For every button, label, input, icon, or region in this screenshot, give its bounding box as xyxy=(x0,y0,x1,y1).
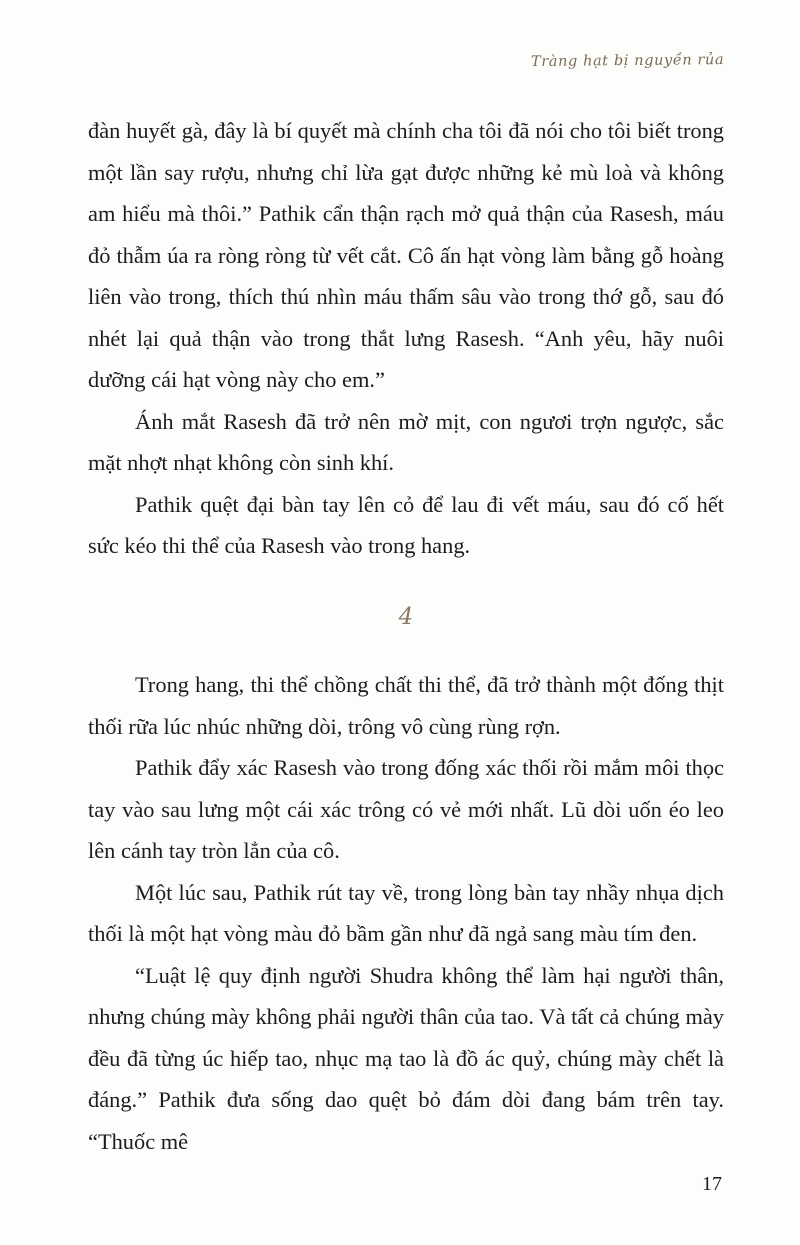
paragraph: Trong hang, thi thể chồng chất thi thể, đã trở thành một đống thịt thối rữa lúc nhúc những dòi, trông vô cùng rùng rợn. xyxy=(88,672,724,739)
page-body-text xyxy=(88,110,724,1162)
paragraph: “Luật lệ quy định người Shudra không thể làm hại người thân, nhưng chúng mày không phải người thân của tao. Và tất cả chúng mày đều đã từng úc hiếp tao, nhục mạ tao là đồ ác quỷ, chúng mày chết là đáng.” Pathik đưa sống dao quệt bỏ đám dòi đang bám trên tay. “Thuốc mê xyxy=(88,962,724,1154)
running-head-title: Tràng hạt bị nguyền rủa xyxy=(530,52,725,71)
paragraph: Pathik đẩy xác Rasesh vào trong đống xác thối rồi mắm môi thọc tay vào sau lưng một cái xác trông có vẻ mới nhất. Lũ dòi uốn éo leo lên cánh tay tròn lẳn của cô. xyxy=(88,755,724,863)
section-marker: 4 xyxy=(398,603,414,630)
page-content-area xyxy=(88,52,724,1202)
paragraph: đàn huyết gà, đây là bí quyết mà chính cha tôi đã nói cho tôi biết trong một lần say rượu, nhưng chỉ lừa gạt được những kẻ mù loà và không am hiểu mà thôi.” Pathik cẩn thận rạch mở quả thận của Rasesh, máu đỏ thẫm úa ra ròng ròng từ vết cắt. Cô ấn hạt vòng làm bằng gỗ hoàng liên vào trong, thích thú nhìn máu thấm sâu vào trong thớ gỗ, sau đó nhét lại quả thận vào trong thắt lưng Rasesh. “Anh yêu, hãy nuôi dưỡng cái hạt vòng này cho em.” xyxy=(88,118,724,392)
paragraph: Ánh mắt Rasesh đã trở nên mờ mịt, con ngươi trợn ngược, sắc mặt nhợt nhạt không còn sinh khí. xyxy=(88,408,724,475)
page-number: 17 xyxy=(702,1173,722,1195)
paragraph: Pathik quệt đại bàn tay lên cỏ để lau đi vết máu, sau đó cố hết sức kéo thi thể của Rasesh vào trong hang. xyxy=(88,491,724,558)
paragraph: Một lúc sau, Pathik rút tay về, trong lòng bàn tay nhầy nhụa dịch thối là một hạt vòng màu đỏ bầm gần như đã ngả sang màu tím đen. xyxy=(88,879,724,946)
